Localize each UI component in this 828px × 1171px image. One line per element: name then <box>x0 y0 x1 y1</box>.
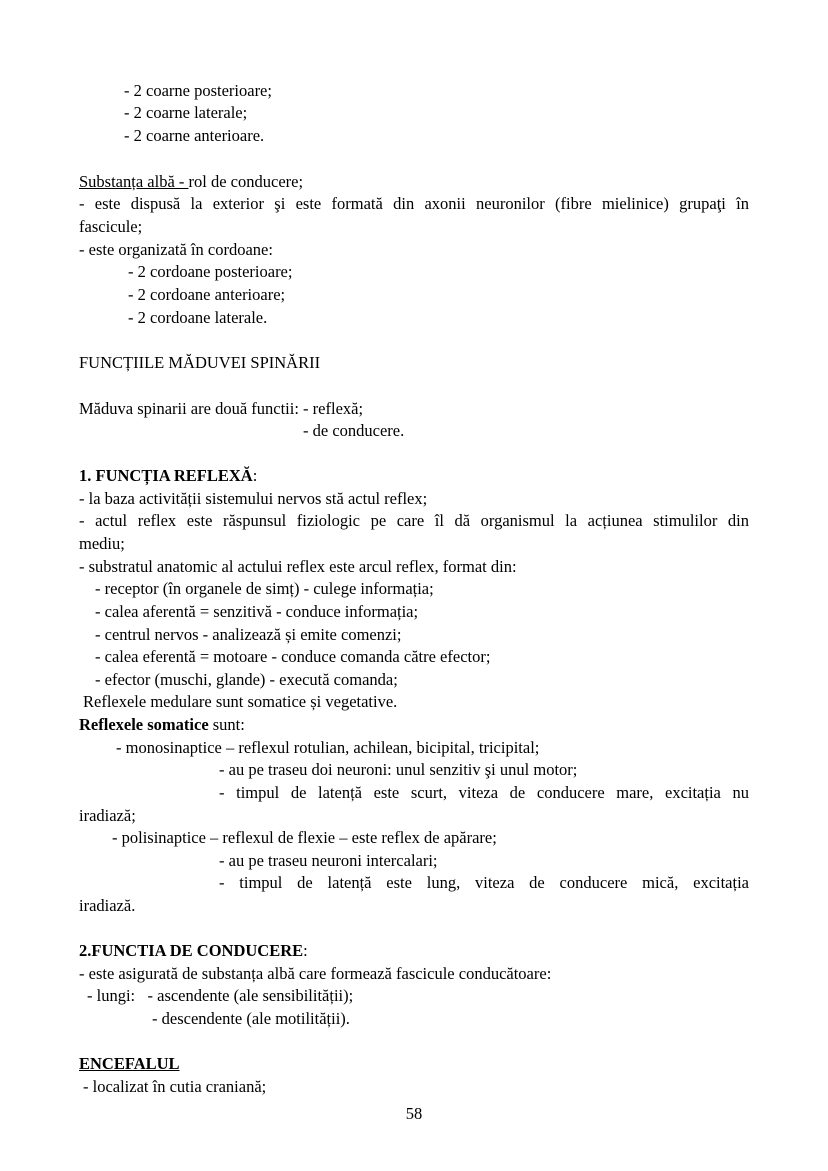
section-heading-substanta-alba <box>79 171 303 193</box>
section-heading-functia-conducere <box>79 940 308 962</box>
text-line: - monosinaptice – reflexul rotulian, achilean, bicipital, tricipital; <box>116 738 540 757</box>
text-line: - la baza activității sistemului nervos stă actul reflex; <box>79 489 428 508</box>
text-line: - au pe traseu neuroni intercalari; <box>219 851 438 870</box>
section-heading-functii: FUNCȚIILE MĂDUVEI SPINĂRII <box>79 353 321 372</box>
text-line: Reflexele medulare sunt somatice și vegetative. <box>83 692 398 711</box>
section-heading-encefalul <box>79 1053 180 1075</box>
text-line: - 2 cordoane anterioare; <box>128 285 286 304</box>
text-line: - au pe traseu doi neuroni: unul senzitiv şi unul motor; <box>219 760 578 779</box>
text-line: - timpul de latență este scurt, viteza de conducere mare, excitația nu <box>219 783 749 802</box>
text-line: fascicule; <box>79 217 143 236</box>
text-line: - calea aferentă = senzitivă - conduce informația; <box>95 602 419 621</box>
heading-rest: rol de conducere; <box>188 172 304 191</box>
text-line: - 2 cordoane posterioare; <box>128 262 293 281</box>
text-line: - lungi: - ascendente (ale sensibilității); <box>87 986 354 1005</box>
text-line: - este organizată în cordoane: <box>79 240 273 259</box>
text-line: - receptor (în organele de simț) - culege informația; <box>95 579 434 598</box>
text-line: - actul reflex este răspunsul fiziologic pe care îl dă organismul la acțiunea stimulilor din <box>79 511 749 530</box>
section-heading-functia-reflexa <box>79 465 257 487</box>
text-line: - 2 coarne laterale; <box>124 103 248 122</box>
text-line: iradiază; <box>79 806 136 825</box>
bold-title: 1. FUNCȚIA REFLEXĂ <box>79 466 253 485</box>
text-line: - 2 cordoane laterale. <box>128 308 268 327</box>
text-line: - este asigurată de substanța albă care formează fascicule conducătoare: <box>79 964 552 983</box>
bold-title: 2.FUNCTIA DE CONDUCERE <box>79 941 304 960</box>
text-line: - substratul anatomic al actului reflex este arcul reflex, format din: <box>79 557 517 576</box>
text-line: - de conducere. <box>303 421 405 440</box>
text-line: - descendente (ale motilității). <box>152 1009 350 1028</box>
text-line: - calea eferentă = motoare - conduce comanda către efector; <box>95 647 491 666</box>
text-line: - 2 coarne anterioare. <box>124 126 265 145</box>
text-line: - centrul nervos - analizează și emite comenzi; <box>95 625 402 644</box>
text-line: - 2 coarne posterioare; <box>124 81 272 100</box>
text-line: mediu; <box>79 534 125 553</box>
heading-rest: sunt: <box>208 715 245 734</box>
underlined-title: Substanța albă - <box>79 172 189 191</box>
section-heading-reflexe-somatice <box>79 714 245 736</box>
text-line: - este dispusă la exterior şi este formată din axonii neuronilor (fibre mielinice) grupaţi în <box>79 194 749 213</box>
colon: : <box>303 941 308 960</box>
bold-title: Reflexele somatice <box>79 715 209 734</box>
text-line: - efector (muschi, glande) - execută comanda; <box>95 670 398 689</box>
text-line: - polisinaptice – reflexul de flexie – este reflex de apărare; <box>112 828 497 847</box>
text-line: - localizat în cutia craniană; <box>83 1077 267 1096</box>
page-number: 58 <box>405 1104 423 1123</box>
colon: : <box>252 466 258 485</box>
text-line: Măduva spinarii are două functii: - reflexă; <box>79 399 364 418</box>
bold-underlined-title: ENCEFALUL <box>79 1054 180 1073</box>
text-line: iradiază. <box>79 896 136 915</box>
text-line: - timpul de latență este lung, viteza de conducere mică, excitația <box>219 873 749 892</box>
